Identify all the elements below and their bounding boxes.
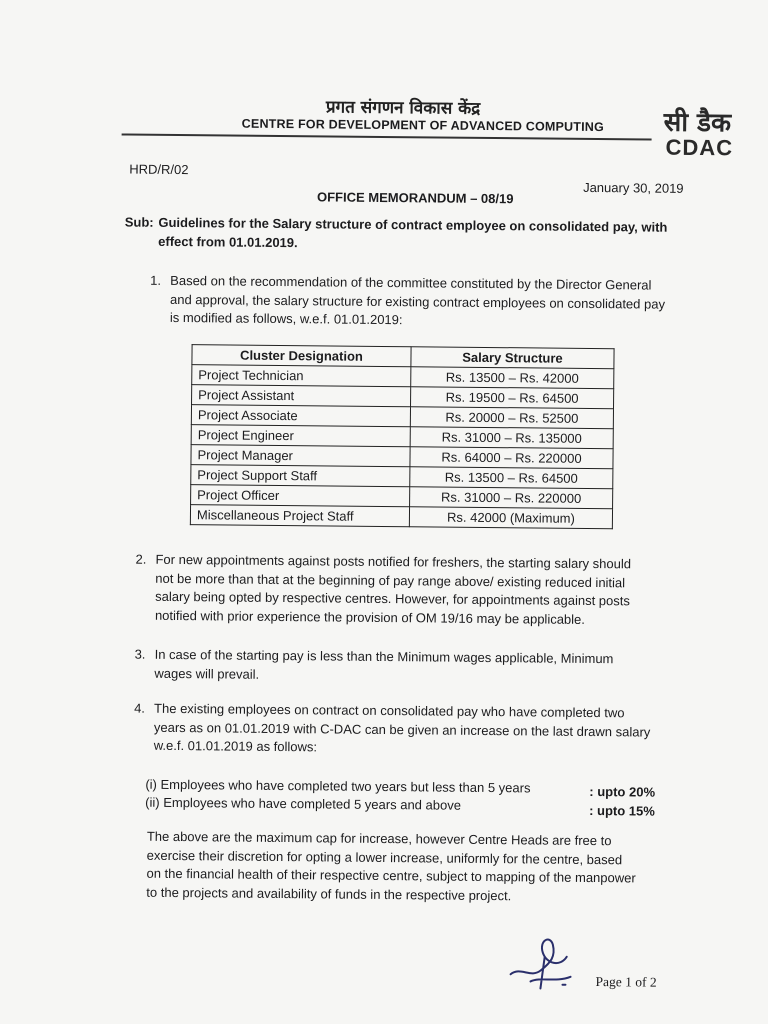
column-header-salary: Salary Structure [411, 347, 614, 369]
paragraph-line: In case of the starting pay is less than the Minimum wages applicable, Minimum [154, 646, 614, 667]
hindi-org-title: प्रगत संगणन विकास केंद्र [325, 97, 481, 119]
designation-cell: Project Technician [192, 365, 411, 387]
paragraph-line: w.e.f. 01.01.2019 as follows: [153, 737, 318, 755]
paragraph-line: salary being opted by respective centres. However, for appointments against posts [155, 588, 630, 609]
increase-item-2-label: (ii) Employees who have completed 5 years and above [145, 794, 462, 813]
increase-item-1-value: : upto 20% [589, 783, 656, 800]
paragraph-4 [134, 700, 707, 765]
table-row [190, 505, 612, 529]
paragraph-line: exercise their discretion for opting a lower increase, uniformly for the centre, based [146, 847, 623, 867]
header-rule [122, 133, 652, 140]
column-header-designation: Cluster Designation [192, 345, 411, 367]
salary-cell: Rs. 13500 – Rs. 64500 [410, 467, 613, 489]
designation-cell: Miscellaneous Project Staff [190, 505, 409, 527]
subject-line-2: effect from 01.01.2019. [158, 233, 298, 251]
paragraph-line: wages will prevail. [154, 665, 260, 682]
paragraph-line: notified with prior experience the provision of OM 19/16 may be applicable. [154, 607, 586, 627]
closing-paragraph [146, 828, 675, 907]
org-name: CENTRE FOR DEVELOPMENT OF ADVANCED COMPUTING [241, 116, 605, 135]
salary-cell: Rs. 13500 – Rs. 42000 [411, 367, 614, 389]
salary-cell: Rs. 31000 – Rs. 220000 [410, 487, 613, 509]
paragraph-line: years as on 01.01.2019 with C-DAC can be given an increase on the last drawn salary [153, 719, 651, 740]
increase-item-2-value: : upto 15% [589, 802, 655, 819]
designation-cell: Project Engineer [191, 425, 410, 447]
paragraph-1 [150, 272, 711, 337]
designation-cell: Project Support Staff [191, 465, 410, 487]
paragraph-line: to the projects and availability of funds in the respective project. [146, 884, 512, 903]
salary-cell: Rs. 42000 (Maximum) [409, 507, 612, 529]
memo-title: OFFICE MEMORANDUM – 08/19 [316, 189, 514, 207]
paragraph-number: 4. [134, 700, 146, 716]
paragraph-line: The above are the maximum cap for increase, however Centre Heads are free to [146, 828, 612, 849]
paragraph-2 [135, 551, 708, 634]
handwritten-signature [500, 926, 591, 997]
subject [124, 212, 704, 256]
salary-cell: Rs. 64000 – Rs. 220000 [410, 447, 613, 469]
paragraph-line: Based on the recommendation of the committee constituted by the Director General [170, 272, 652, 293]
paragraph-line: For new appointments against posts notified for freshers, the starting salary should [155, 551, 632, 572]
reference-number: HRD/R/02 [129, 161, 189, 178]
page-number: Page 1 of 2 [595, 974, 657, 990]
salary-structure-table [190, 344, 615, 529]
designation-cell: Project Officer [191, 485, 410, 507]
paragraph-line: is modified as follows, w.e.f. 01.01.2019: [169, 309, 403, 328]
subject-line-1: Guidelines for the Salary structure of contract employee on consolidated pay, with [158, 214, 668, 235]
paragraph-3 [134, 646, 706, 691]
increase-item-1-label: (i) Employees who have completed two years but less than 5 years [145, 776, 531, 796]
paragraph-number: 1. [150, 272, 162, 288]
salary-cell: Rs. 31000 – Rs. 135000 [410, 427, 613, 449]
paragraph-number: 3. [134, 646, 146, 662]
paragraph-number: 2. [135, 551, 147, 567]
paragraph-line: The existing employees on contract on consolidated pay who have completed two [154, 700, 625, 721]
memo-date: January 30, 2019 [583, 179, 684, 196]
salary-cell: Rs. 20000 – Rs. 52500 [410, 407, 613, 429]
cdac-logo: CDAC [665, 134, 734, 161]
designation-cell: Project Associate [191, 405, 410, 427]
paragraph-line: on the financial health of their respective centre, subject to mapping of the manpower [146, 865, 636, 886]
designation-cell: Project Manager [191, 445, 410, 467]
subject-label: Sub: [124, 214, 154, 230]
salary-cell: Rs. 19500 – Rs. 64500 [411, 387, 614, 409]
paragraph-line: and approval, the salary structure for existing contract employees on consolidated pay [169, 291, 666, 312]
designation-cell: Project Assistant [192, 385, 411, 407]
paragraph-line: not be more than that at the beginning of pay range above/ existing reduced initial [155, 570, 626, 590]
cdac-logo-hindi: सी डैक [663, 107, 732, 139]
signature-stroke [510, 939, 570, 989]
